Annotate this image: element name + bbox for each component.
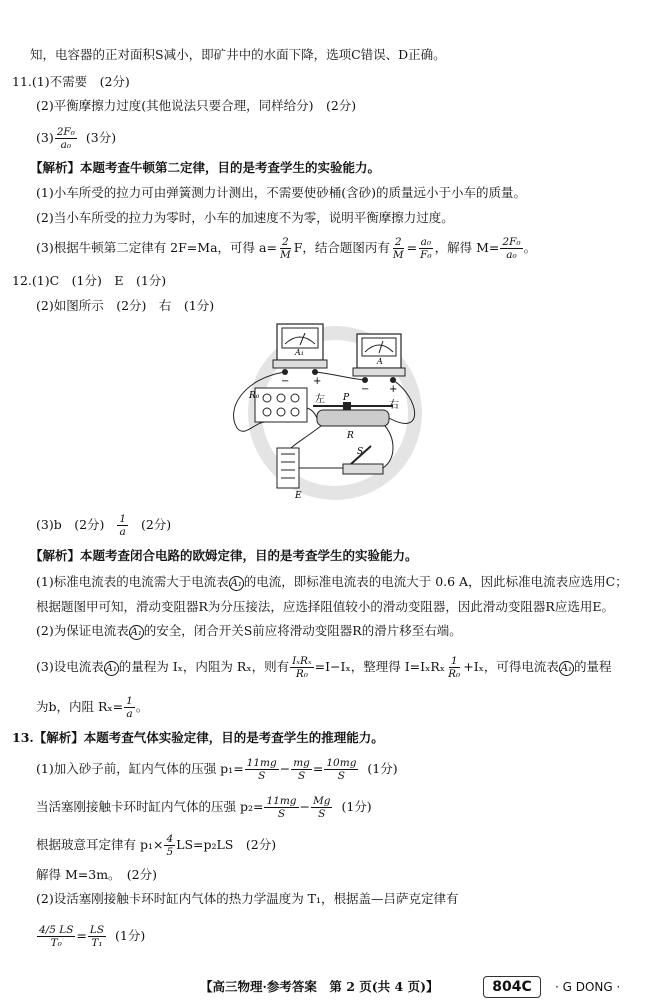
ammeter-symbol: A₁ [105,663,117,674]
text-line: 知，电容器的正对面积S减小，即矿井中的水面下降，选项C错误、D正确。 [30,47,446,62]
q13-line-1: (1)加入砂子前，缸内气体的压强 p₁= $\frac{11mg}{S}$ − $\frac{mg}{S}$ = $\frac{10mg}{S}$ (1分) [36,757,398,782]
label-minus-a1: − [281,376,290,387]
q12-answer-2: (2)如图所示 (2分) 右 (1分) [36,298,215,313]
q11-answer-2: (2)平衡摩擦力过度(其他说法只要合理，同样给分) (2分) [36,98,357,113]
q13-line-3: 根据玻意耳定律有 p₁× $\frac{4}{5}$ LS=p₂LS (2分) [36,833,277,858]
q11-analysis-2: (2)当小车所受的拉力为零时，小车的加速度不为零，说明平衡摩擦力过度。 [36,210,454,225]
q12-analysis-3: (2)为保证电流表 A₁ 的安全，闭合开关S前应将滑动变阻器R的滑片移至右端。 [36,623,462,638]
q13-line-5: (2)设活塞刚接触卡环时缸内气体的热力学温度为 T₁，根据盖—吕萨克定律有 [36,891,459,906]
label-left: 左 [315,394,325,405]
q13-line-2: 当活塞刚接触卡环时缸内气体的压强 p₂= $\frac{11mg}{S}$ − $\frac{Mg}{S}$ (1分) [36,795,372,820]
q12-answer-1: 12.(1)C (1分) E (1分) [12,273,167,288]
label-a: A [377,357,383,366]
q11-analysis-heading: 【解析】本题考查牛顿第二定律，目的是考查学生的实验能力。 [30,160,381,175]
label-r0: R₀ [249,391,260,401]
q12-analysis-heading: 【解析】本题考查闭合电路的欧姆定律，目的是考查学生的实验能力。 [30,548,418,563]
label-p: P [343,393,350,403]
ammeter-symbol: A₁ [560,663,573,674]
ammeter-symbol: A₁ [230,578,242,589]
q12-answer-3: (3)b (2分) $\frac{1}{a}$ (2分) [36,513,172,538]
label-right: 右 [389,400,399,411]
q12-analysis-2: 根据题图甲可知，滑动变阻器R为分压接法，应选择阻值较小的滑动变阻器，因此滑动变阻器R应选用E。 [36,599,614,614]
q11-analysis-1: (1)小车所受的拉力可由弹簧测力计测出，不需要使砂桶(含砂)的质量远小于小车的质量。 [36,185,526,200]
resistance-box [255,388,307,422]
wire [291,426,321,448]
footer-text: 【高三物理·参考答案 第 2 页(共 4 页)】 [200,979,439,994]
slide-rheostat [313,402,393,426]
exam-code: 804C [483,976,541,998]
q11-analysis-3: (3)根据牛顿第二定律有 2F=Ma，可得 a= $\frac{2}{M}$ F，结合题图丙有 $\frac{2}{M}$ = $\frac{\text{a₀}}{\text{F₀}}$ ，解得 M= $\frac{\text{2F₀}}{\text{a₀}}$ 。 [36,236,537,261]
label-minus-a: − [361,384,370,395]
page-footer [0,975,653,1001]
q12-analysis-5: 为b，内阻 Rₓ= $\frac{1}{a}$ 。 [36,695,149,720]
label-e: E [295,491,302,501]
wire [307,408,317,418]
q13-line-4: 解得 M=3m。 (2分) [36,867,158,882]
battery [277,448,299,488]
label-plus-a: + [389,384,398,395]
brand-mark: · G DONG · [555,980,621,994]
fraction: $\frac{\text{2F₀}}{\text{a₀}}$ [56,126,75,151]
label-a1: A₁ [295,348,304,357]
label-plus-a1: + [313,376,322,387]
q11-answer-3: (3) $\frac{\text{2F₀}}{\text{a₀}}$ (3分) [36,126,117,151]
label-r: R [347,431,354,441]
q12-analysis-4: (3)设电流表 A₁ 的量程为 Iₓ，内阻为 Rₓ，则有 $\frac{\text{IₓRₓ}}{\text{R₀}}$ =I−Iₓ，整理得 I=IₓRₓ $\frac{1}{\text{R₀}}$ +Iₓ，可得电流表 A₁ 的量程 [36,655,612,680]
ammeter-symbol: A₁ [130,627,142,638]
circuit-figure [225,318,435,508]
q13-line-6: $\frac{4/5 LS}{\text{T₀}}$ = $\frac{LS}{\text{T₁}}$ (1分) [39,924,146,949]
label-s: S [357,447,364,457]
q11-answer-1: 11.(1)不需要 (2分) [12,74,130,89]
q13-analysis-heading: 13.【解析】本题考查气体实验定律，目的是考查学生的推理能力。 [12,730,384,745]
q12-analysis-1: (1)标准电流表的电流需大于电流表 A₁ 的电流，即标准电流表的电流大于 0.6 A，因此标准电流表应选用C； [36,574,628,589]
